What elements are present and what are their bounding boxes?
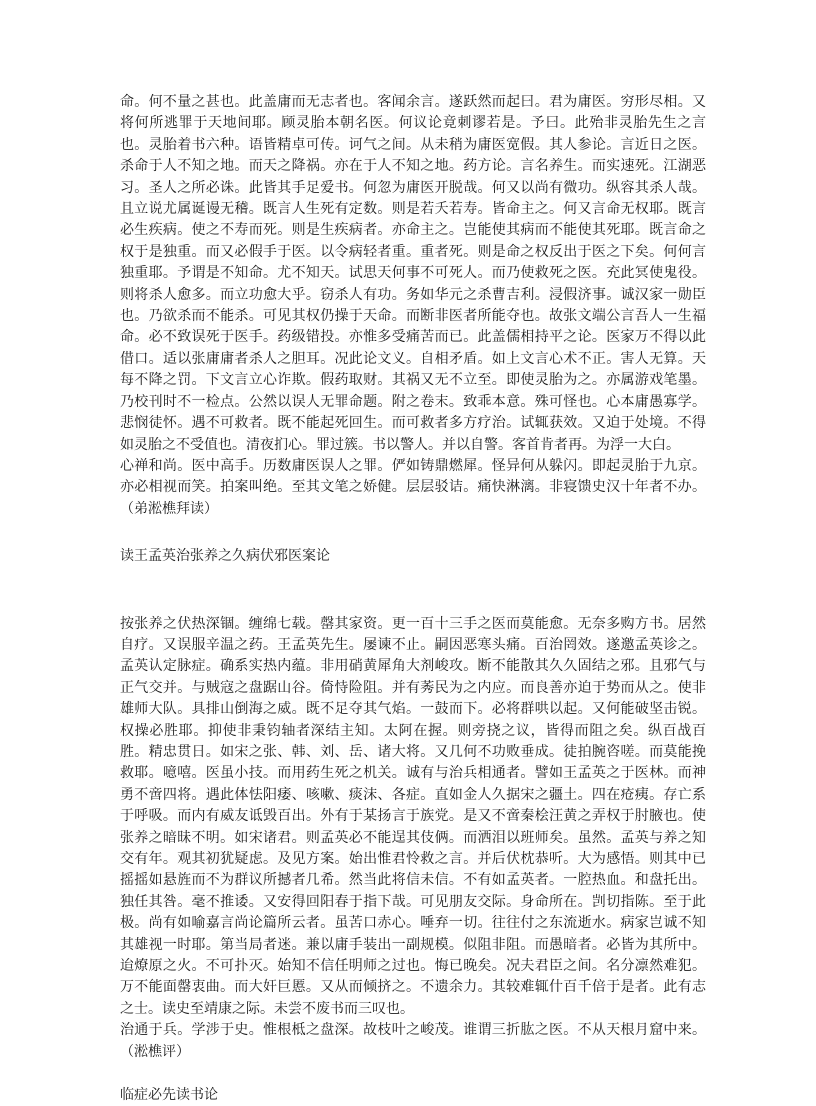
section-title: 读王孟英治张养之久病伏邪医案论 — [120, 548, 330, 565]
commentary-paragraph: 心禅和尚。医中高手。历数庸医误人之罪。俨如铸鼎燃犀。怪异何从躲闪。即起灵胎于九京。亦必相视而笑。拍案叫绝。至其文笔之娇健。层层驳诘。痛快淋漓。非寝馈史汉十年者不办。（弟淞樵拜读） — [120, 457, 706, 517]
essay-body-paragraph: 按张养之伏热深锢。缠绵七载。罄其家资。更一百十三手之医而莫能愈。无奈多购方书。居然自疗。又误服辛温之药。王孟英先生。屡谏不止。嗣因恶寒头痛。百治罔效。遂邀孟英诊之。孟英认定脉症。确系实热内蕴。非用硝黄犀角大剂峻攻。断不能散其久久固结之邪。且邪气与正气交并。与贼寇之盘踞山谷。倚恃险阻。并有莠民为之内应。而良善亦迫于势而从之。使非雄师大队。具排山倒海之威。既不足夺其气焰。一鼓而下。必将群哄以起。又何能破坚击锐。权操必胜耶。抑使非秉钧轴者深结主知。太阿在握。则旁挠之议，皆得而阻之矣。纵百战百胜。精忠贯日。如宋之张、韩、刘、岳、诸大将。又几何不功败垂成。徒拍腕咨嗟。而莫能挽救耶。噫嘻。医虽小技。而用药生死之机关。诚有与治兵相通者。譬如王孟英之于医林。而神勇不啻四将。遇此体怯阳痿、咳嗽、痰沫、各症。直如金人久据宋之疆土。四在疮痍。存亡系于呼吸。而内有威友诋毁百出。外有于某扬言于族党。是又不啻秦桧汪黄之弄权于肘腋也。使张养之暗昧不明。如宋诸君。则孟英必不能逞其伎俩。而洒泪以班师矣。虽然。孟英与养之知交有年。观其初犹疑虑。及见方案。始出惟君怜救之言。并后伏枕恭听。大为感悟。则其中已摇摇如悬旌而不为群议所撼者几希。然当此将信未信。不有如孟英者。一腔热血。和盘托出。独任其咎。毫不推诿。又安得回阳春于指下哉。可见朋友交际。身命所在。剀切指陈。至于此极。尚有如喻嘉言尚论篇所云者。虽苦口赤心。唾弃一切。往往付之东流逝水。病家岂诚不知其雄视一时耶。第当局者迷。兼以庸手装出一副规模。似阻非阻。而愚暗者。必皆为其所中。迨燎原之火。不可扑灭。始知不信任明师之过也。悔已晚矣。况夫君臣之间。名分凛然难犯。万不能面罄衷曲。而大奸巨慝。又从而倾挤之。不遗余力。其较难辄什百千倍于是者。此有志之士。读史至靖康之际。未尝不废书而三叹也。 — [120, 615, 706, 1017]
essay-body-paragraph: 命。何不量之甚也。此盖庸而无志者也。客闻余言。遂跃然而起曰。君为庸医。穷形尽相。又将何所逃罪于天地间耶。顾灵胎本朝名医。何议论竟刺谬若是。予曰。此殆非灵胎先生之言也。灵胎着书六种。语皆精卓可传。诃气之间。从未稍为庸医宽假。其人参论。言近日之医。杀命于人不知之地。而天之降祸。亦在于人不知之地。药方论。言名养生。而实速死。江湖恶习。圣人之所必诛。此皆其手足爱书。何忽为庸医开脱哉。何又以尚有微功。纵容其杀人哉。且立说尤属诞谩无稽。既言人生死有定数。则是若夭若寿。皆命主之。何又言命无权耶。既言必生疾病。使之不寿而死。则是生疾病者。亦命主之。岂能使其病而不能使其死耶。既言命之权于是独重。而又必假手于医。以令病轻者重。重者死。则是命之权反出于医之下矣。何何言独重耶。予谓是不知命。尤不知天。试思天何事不可死人。而乃使救死之医。充此冥使鬼役。则将杀人愈多。而立功愈大乎。窃杀人有功。务如华元之杀曹吉利。浸假济事。诚汉家一勋臣也。乃欲杀而不能杀。可见其权仍操于天命。而断非医者所能夺也。故张文端公言吾人一生福命。必不致误死于医手。药级错投。亦惟多受痛苦而已。此盖儒相持平之论。医家万不得以此借口。适以张庸庸者杀人之胆耳。况此论文义。自相矛盾。如上文言心术不正。害人无算。天每不降之罚。下文言立心诈欺。假药取财。其祸又无不立至。即使灵胎为之。亦属游戏笔墨。乃校刊时不一检点。公然以误人无罪命题。附之卷末。致乖本意。殊可怪也。心本庸愚寡学。悲悯徒怀。遇不可救者。既不能起死回生。而可救者多方疗治。试辄获效。又迫于处境。不得如灵胎之不受值也。清夜扪心。罪过簇。书以警人。并以自警。客首肯者再。为浮一大白。 — [120, 94, 706, 453]
commentary-paragraph: 治通于兵。学涉于史。惟根柢之盘深。故枝叶之峻茂。谁谓三折肱之医。不从天根月窟中来。（淞樵评） — [120, 1022, 706, 1060]
document-page — [120, 92, 706, 1106]
section-title: 临症必先读书论 — [120, 1087, 218, 1104]
